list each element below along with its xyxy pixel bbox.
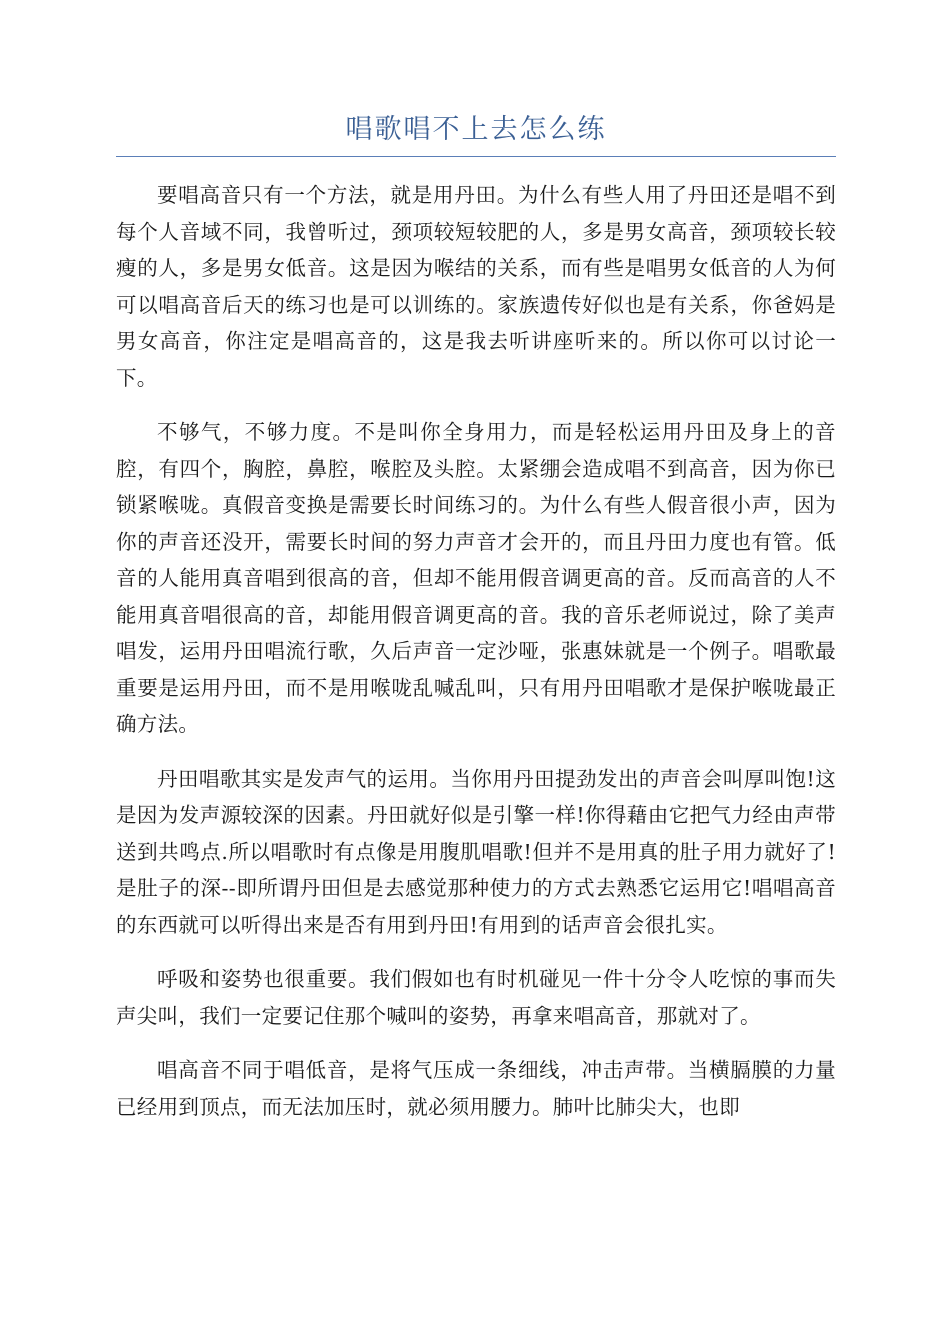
document-page	[116, 110, 836, 1143]
paragraph-5: 唱高音不同于唱低音，是将气压成一条细线，冲击声带。当横膈膜的力量已经用到顶点，而无法加压时，就必须用腰力。肺叶比肺尖大，也即	[116, 1058, 836, 1119]
document-title: 唱歌唱不上去怎么练	[345, 114, 607, 145]
paragraph-4: 呼吸和姿势也很重要。我们假如也有时机碰见一件十分令人吃惊的事而失声尖叫，我们一定要记住那个喊叫的姿势，再拿来唱高音，那就对了。	[116, 967, 836, 1028]
paragraph-2: 不够气，不够力度。不是叫你全身用力，而是轻松运用丹田及身上的音腔，有四个，胸腔，鼻腔，喉腔及头腔。太紧绷会造成唱不到高音，因为你已锁紧喉咙。真假音变换是需要长时间练习的。为什么有些人假音很小声，因为你的声音还没开，需要长时间的努力声音才会开的，而且丹田力度也有管。低音的人能用真音唱到很高的音，但却不能用假音调更高的音。反而高音的人不能用真音唱很高的音，却能用假音调更高的音。我的音乐老师说过，除了美声唱发，运用丹田唱流行歌，久后声音一定沙哑，张惠妹就是一个例子。唱歌最重要是运用丹田，而不是用喉咙乱喊乱叫，只有用丹田唱歌才是保护喉咙最正确方法。	[116, 420, 836, 736]
paragraph-1: 要唱高音只有一个方法，就是用丹田。为什么有些人用了丹田还是唱不到每个人音域不同，我曾听过，颈项较短较肥的人，多是男女高音，颈项较长较瘦的人，多是男女低音。这是因为喉结的关系，而有些是唱男女低音的人为何可以唱高音后天的练习也是可以训练的。家族遗传好似也是有关系，你爸妈是男女高音，你注定是唱高音的，这是我去听讲座听来的。所以你可以讨论一下。	[116, 183, 836, 390]
paragraph-3: 丹田唱歌其实是发声气的运用。当你用丹田提劲发出的声音会叫厚叫饱!这是因为发声源较深的因素。丹田就好似是引擎一样!你得藉由它把气力经由声带送到共鸣点.所以唱歌时有点像是用腹肌唱歌!但并不是用真的肚子用力就好了!是肚子的深--即所谓丹田但是去感觉那种使力的方式去熟悉它运用它!唱唱高音的东西就可以听得出来是否有用到丹田!有用到的话声音会很扎实。	[116, 766, 836, 937]
title-underline	[116, 156, 836, 157]
